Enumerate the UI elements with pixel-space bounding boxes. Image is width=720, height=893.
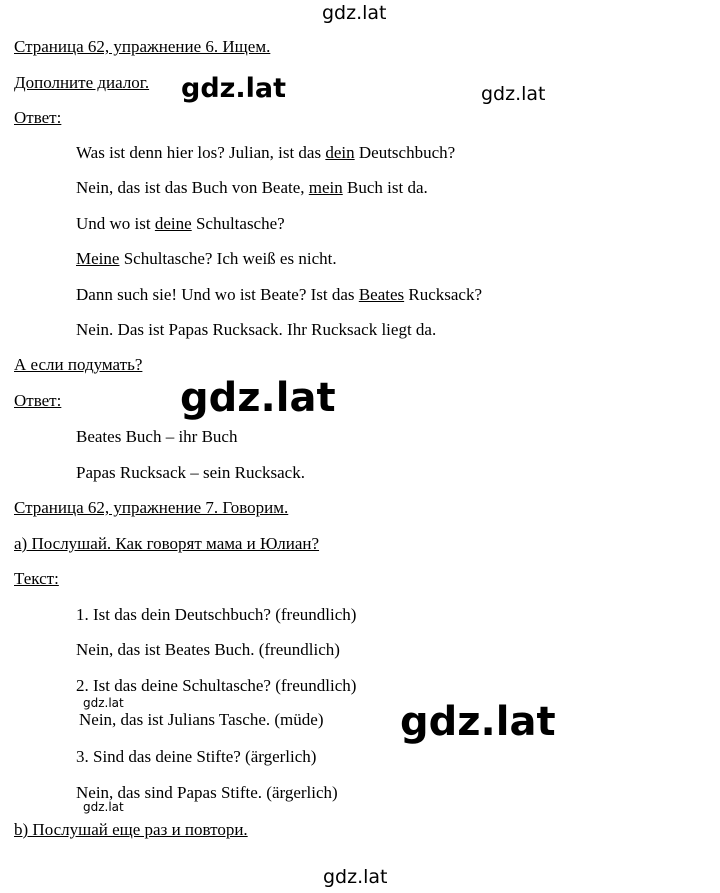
- text-line: Nein, das ist Beates Buch. (freundlich): [76, 640, 340, 659]
- dialog-line: Dann such sie! Und wo ist Beate? Ist das Beates Rucksack?: [76, 285, 483, 304]
- watermark: gdz.lat: [83, 696, 124, 710]
- underlined-word: Beates: [358, 285, 405, 304]
- text-line: Nein, das ist Julians Tasche. (müde): [79, 710, 324, 729]
- dialog-line: Nein. Das ist Papas Rucksack. Ihr Rucksack liegt da.: [76, 320, 437, 339]
- exercise-7-title: Страница 62, упражнение 7. Говорим.: [14, 498, 289, 517]
- watermark: gdz.lat: [181, 73, 287, 104]
- underlined-word: dein: [325, 143, 355, 162]
- dialog-line: Und wo ist deine Schultasche?: [76, 214, 285, 233]
- watermark: gdz.lat: [322, 2, 387, 24]
- text-line: 1. Ist das dein Deutschbuch? (freundlich): [76, 605, 357, 624]
- watermark: gdz.lat: [323, 866, 388, 888]
- answer-line: Papas Rucksack – sein Rucksack.: [76, 463, 305, 482]
- underlined-word: Meine: [76, 249, 120, 268]
- exercise-7-task-b: b) Послушай еще раз и повтори.: [14, 820, 248, 839]
- watermark: gdz.lat: [83, 800, 124, 814]
- watermark: gdz.lat: [400, 699, 556, 745]
- text-label: Текст:: [14, 569, 59, 588]
- answer-label: Ответ:: [14, 108, 62, 127]
- answer-label: Ответ:: [14, 391, 62, 410]
- watermark: gdz.lat: [180, 375, 336, 421]
- underlined-word: mein: [308, 178, 343, 197]
- dialog-line: Meine Schultasche? Ich weiß es nicht.: [76, 249, 337, 268]
- text-line: Nein, das sind Papas Stifte. (ärgerlich): [76, 783, 338, 802]
- exercise-6-title: Страница 62, упражнение 6. Ищем.: [14, 37, 271, 56]
- exercise-7-task-a: а) Послушай. Как говорят мама и Юлиан?: [14, 534, 320, 553]
- question-heading: А если подумать?: [14, 355, 143, 374]
- text-line: 2. Ist das deine Schultasche? (freundlich): [76, 676, 357, 695]
- dialog-line: Was ist denn hier los? Julian, ist das dein Deutschbuch?: [76, 143, 456, 162]
- underlined-word: deine: [154, 214, 192, 233]
- exercise-6-task: Дополните диалог.: [14, 73, 150, 92]
- answer-line: Beates Buch – ihr Buch: [76, 427, 238, 446]
- dialog-line: Nein, das ist das Buch von Beate, mein Buch ist da.: [76, 178, 428, 197]
- watermark: gdz.lat: [481, 83, 546, 105]
- text-line: 3. Sind das deine Stifte? (ärgerlich): [76, 747, 317, 766]
